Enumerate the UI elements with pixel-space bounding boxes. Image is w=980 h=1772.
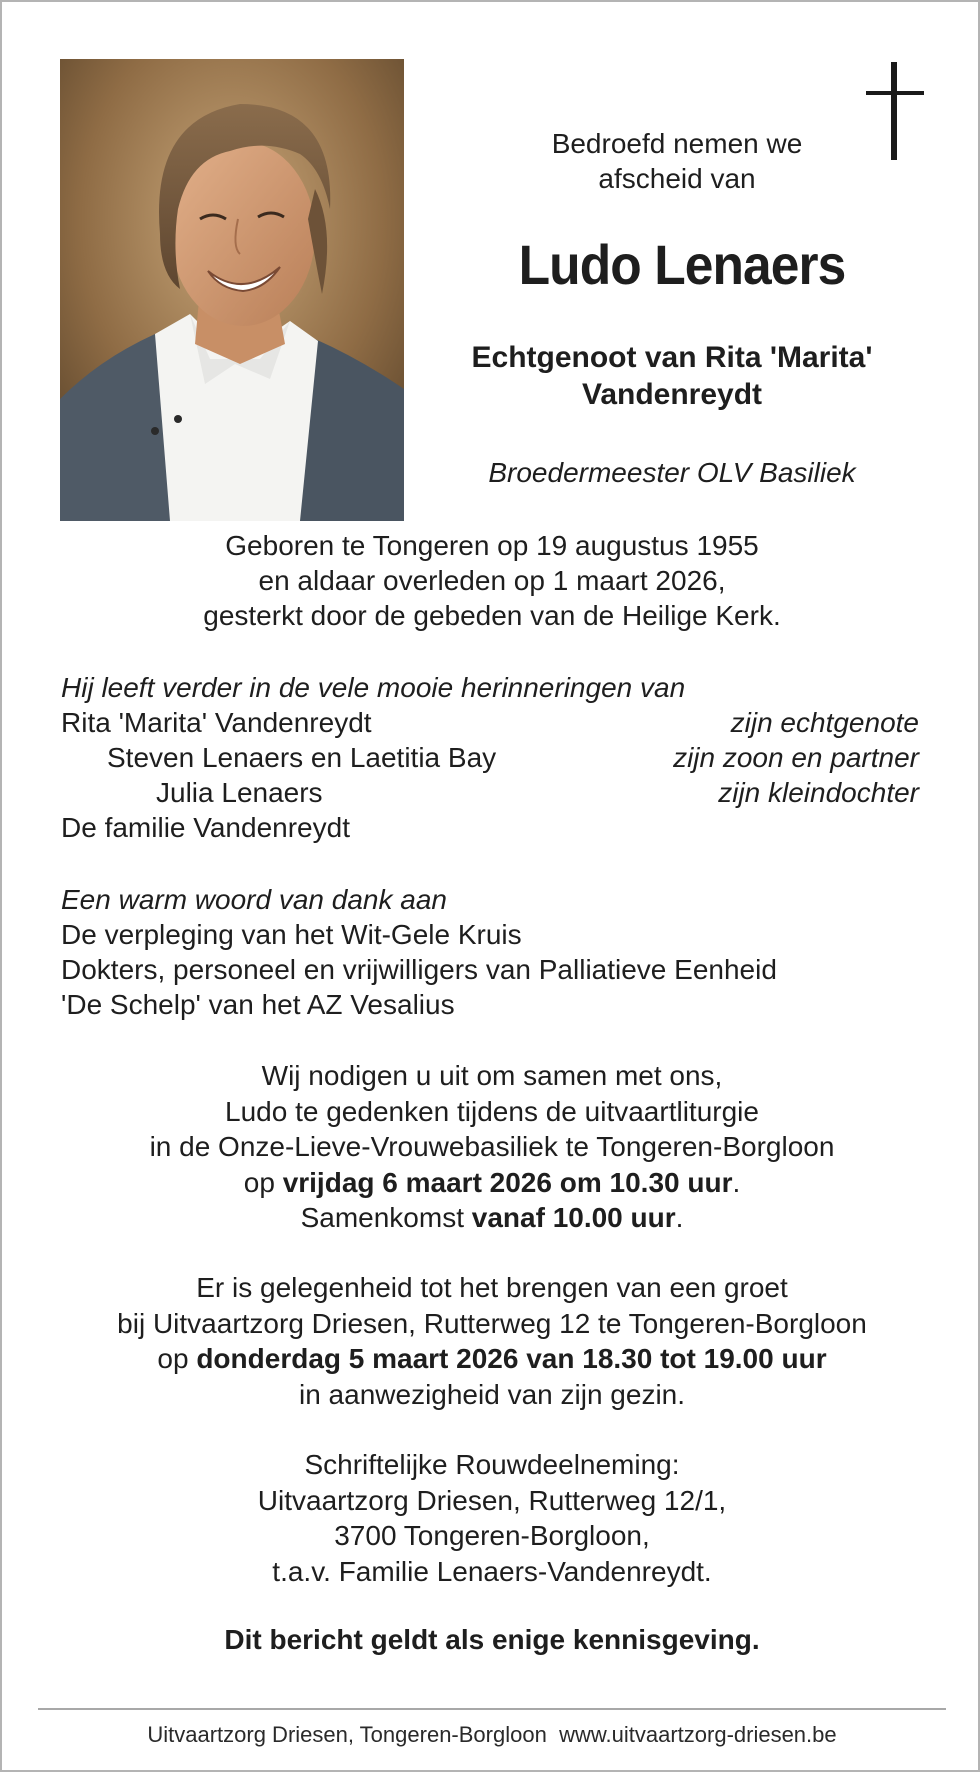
family-member-relation: zijn kleindochter [718, 777, 919, 808]
birth-death-text [2, 528, 980, 633]
thanks-line: De verpleging van het Wit-Gele Kruis [61, 919, 522, 950]
family-member-relation: zijn zoon en partner [673, 742, 919, 773]
thanks-line: Dokters, personeel en vrijwilligers van Palliatieve Eenheid [61, 954, 777, 985]
spouse-line: Vandenreydt [581, 378, 763, 411]
funeral-datetime-prefix: op [243, 1166, 275, 1198]
footer [2, 1720, 980, 1750]
family-row [61, 810, 919, 845]
visitation-datetime-value: donderdag 5 maart 2026 van 18.30 tot 19.00 uur [196, 1343, 827, 1374]
funeral-datetime-suffix: . [732, 1166, 741, 1198]
portrait-photo [60, 59, 404, 521]
funeral-line: Wij nodigen u uit om samen met ons, [261, 1060, 723, 1091]
funeral-datetime-value: vrijdag 6 maart 2026 om 10.30 uur [282, 1166, 733, 1198]
condolence-line: t.a.v. Familie Lenaers-Vandenreydt. [272, 1555, 712, 1587]
condolence-line: Schriftelijke Rouwdeelneming: [304, 1449, 680, 1480]
notice-text: Dit bericht geldt als enige kennisgeving. [224, 1624, 760, 1655]
role-text: Broedermeester OLV Basiliek [488, 457, 856, 488]
intro-line: afscheid van [598, 163, 756, 194]
gathering-suffix: . [675, 1202, 684, 1233]
intro-line: Bedroefd nemen we [551, 128, 803, 159]
condolence-address [2, 1447, 980, 1589]
family-member-name: Julia Lenaers [156, 777, 323, 808]
deceased-name: Ludo Lenaers [518, 233, 846, 296]
church-line: gesterkt door de gebeden van de Heilige Kerk. [203, 600, 781, 631]
visitation-line: Er is gelegenheid tot het brengen van een groet [196, 1272, 788, 1303]
intro-text [457, 126, 897, 196]
funeral-line: in de Onze-Lieve-Vrouwebasiliek te Tongeren-Borgloon [149, 1131, 835, 1162]
spouse-text [397, 339, 947, 413]
visitation-line: in aanwezigheid van zijn gezin. [298, 1378, 686, 1410]
gathering-prefix: Samenkomst [300, 1202, 464, 1233]
spouse-line: Echtgenoot van Rita 'Marita' [471, 341, 873, 374]
family-member-name: Steven Lenaers en Laetitia Bay [107, 742, 497, 773]
thanks-heading: Een warm woord van dank aan [61, 884, 447, 915]
condolence-line: 3700 Tongeren-Borgloon, [334, 1520, 650, 1551]
family-row [61, 775, 919, 810]
condolence-line: Uitvaartzorg Driesen, Rutterweg 12/1, [257, 1484, 727, 1516]
portrait-image [60, 59, 404, 521]
gathering-time-value: vanaf 10.00 uur [471, 1202, 676, 1233]
gathering-time [2, 1200, 980, 1236]
family-row [61, 705, 919, 740]
visitation-datetime [2, 1341, 980, 1377]
visitation-prefix: op [157, 1343, 189, 1374]
family-member-name: Rita 'Marita' Vandenreydt [61, 707, 372, 738]
funeral-datetime [2, 1165, 980, 1201]
birth-line: Geboren te Tongeren op 19 augustus 1955 [225, 530, 759, 561]
footer-company: Uitvaartzorg Driesen, Tongeren-Borgloon [147, 1722, 547, 1747]
death-line: en aldaar overleden op 1 maart 2026, [258, 565, 726, 596]
funeral-line: Ludo te gedenken tijdens de uitvaartliturgie [225, 1095, 759, 1127]
thanks-line: 'De Schelp' van het AZ Vesalius [61, 989, 455, 1020]
family-row [61, 740, 919, 775]
family-member-relation: zijn echtgenote [730, 707, 919, 738]
footer-divider [38, 1708, 946, 1710]
family-member-name: De familie Vandenreydt [61, 812, 350, 843]
thanks-section [61, 882, 777, 1022]
visitation-info [2, 1270, 980, 1412]
memories-heading: Hij leeft verder in de vele mooie herinneringen van [61, 672, 686, 703]
visitation-line: bij Uitvaartzorg Driesen, Rutterweg 12 te Tongeren-Borgloon [117, 1307, 867, 1339]
footer-website-link[interactable]: www.uitvaartzorg-driesen.be [559, 1722, 837, 1747]
funeral-invitation [2, 1058, 980, 1236]
